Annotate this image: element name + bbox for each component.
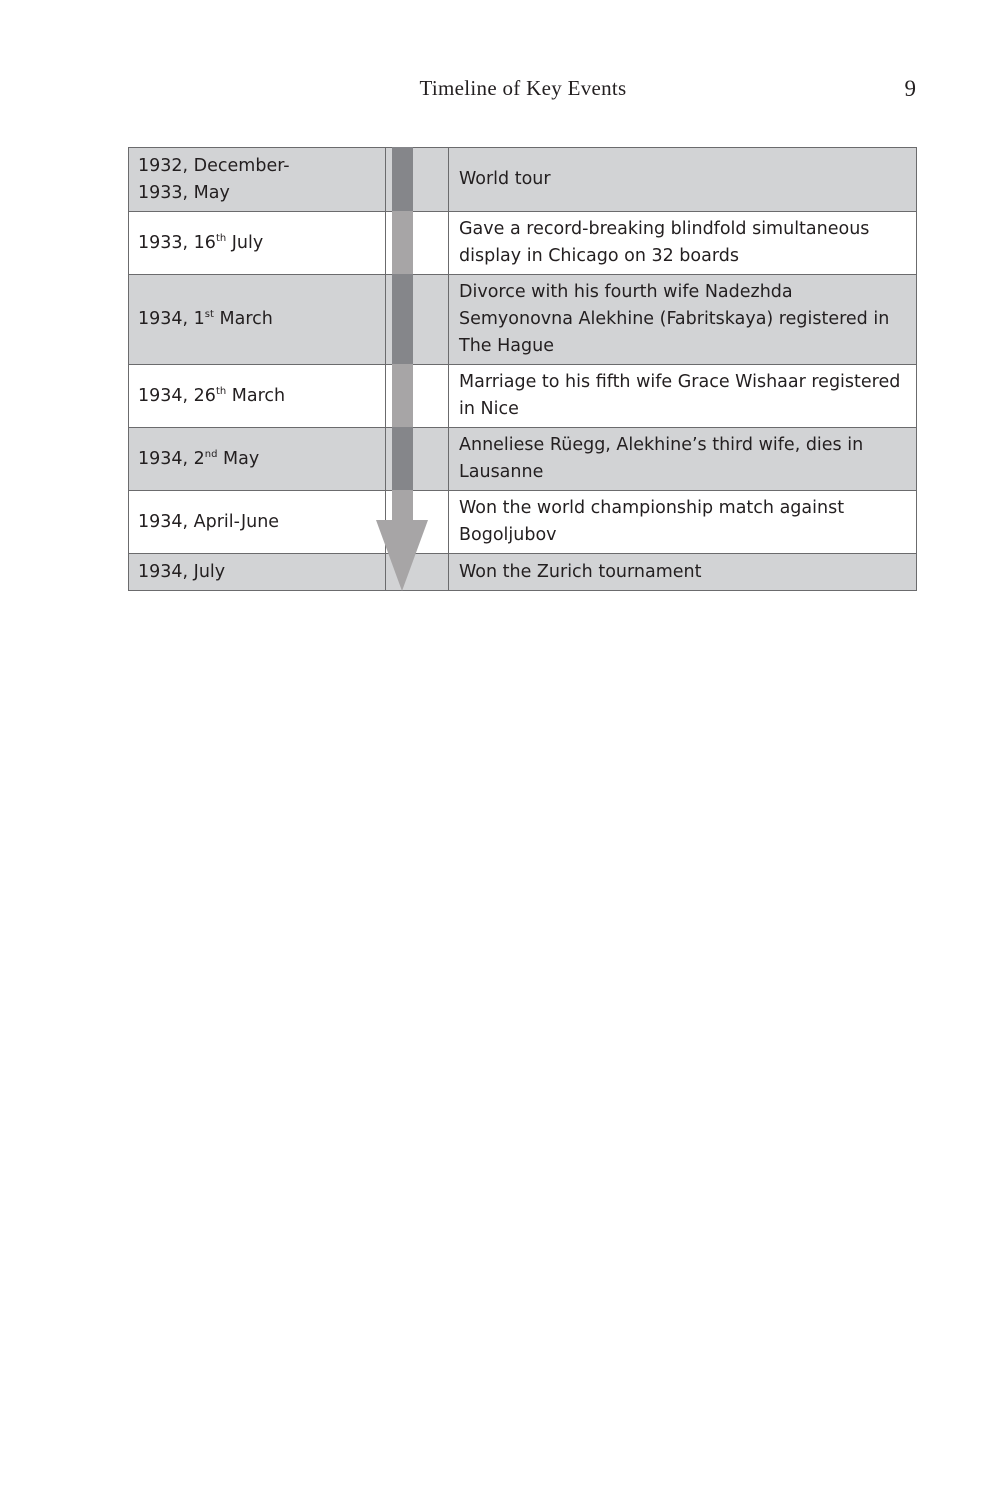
timeline-date xyxy=(129,554,386,591)
timeline-arrow-cell xyxy=(386,148,449,212)
timeline-date xyxy=(129,212,386,275)
timeline-row xyxy=(129,365,917,428)
page-number: 9 xyxy=(904,76,916,101)
timeline-arrow-cell xyxy=(386,275,449,365)
timeline-date-text: 1934, July xyxy=(138,561,226,582)
timeline-event: Gave a record-breaking blindfold simultaneous display in Chicago on 32 boards xyxy=(449,212,917,275)
timeline-date-month: May xyxy=(217,448,260,469)
timeline-event: Won the world championship match against Bogoljubov xyxy=(449,491,917,554)
timeline-table xyxy=(128,147,917,591)
timeline-date-text: 1933, 16 xyxy=(138,232,216,253)
timeline-row xyxy=(129,428,917,491)
timeline-arrow-cell xyxy=(386,212,449,275)
timeline-arrow-cell xyxy=(386,428,449,491)
timeline-date-ordinal: th xyxy=(215,232,227,244)
timeline-event: Anneliese Rüegg, Alekhine’s third wife, dies in Lausanne xyxy=(449,428,917,491)
timeline xyxy=(128,147,917,591)
timeline-date-month: July xyxy=(226,232,264,253)
timeline-date-text: 1932, December- 1933, May xyxy=(138,155,290,203)
timeline-event: World tour xyxy=(449,148,917,212)
timeline-row xyxy=(129,554,917,591)
timeline-event: Divorce with his fourth wife Nadezhda Semyonovna Alekhine (Fabritskaya) registered in The Hague xyxy=(449,275,917,365)
timeline-event: Marriage to his fifth wife Grace Wishaar registered in Nice xyxy=(449,365,917,428)
timeline-date xyxy=(129,275,386,365)
timeline-date-text: 1934, 1 xyxy=(138,309,205,329)
timeline-row xyxy=(129,275,917,365)
timeline-date xyxy=(129,491,386,554)
timeline-row xyxy=(129,148,917,212)
timeline-date-text: 1934, 26 xyxy=(138,385,216,406)
timeline-date-text: 1934, 2 xyxy=(138,448,205,469)
timeline-arrow-cell xyxy=(386,491,449,554)
timeline-date-text: 1934, April-June xyxy=(138,511,280,532)
timeline-date-month: March xyxy=(213,309,273,329)
timeline-date-ordinal: th xyxy=(215,385,227,397)
timeline-row xyxy=(129,491,917,554)
timeline-date xyxy=(129,148,386,212)
timeline-date xyxy=(129,365,386,428)
timeline-date-ordinal: st xyxy=(204,309,214,320)
running-head xyxy=(0,76,1000,104)
timeline-date-ordinal: nd xyxy=(204,448,218,460)
timeline-arrow-cell xyxy=(386,365,449,428)
timeline-event: Won the Zurich tournament xyxy=(449,554,917,591)
timeline-body xyxy=(129,148,917,591)
timeline-row xyxy=(129,212,917,275)
timeline-date xyxy=(129,428,386,491)
page-title: Timeline of Key Events xyxy=(419,76,627,100)
timeline-date-month: March xyxy=(226,385,286,406)
timeline-arrow-cell xyxy=(386,554,449,591)
